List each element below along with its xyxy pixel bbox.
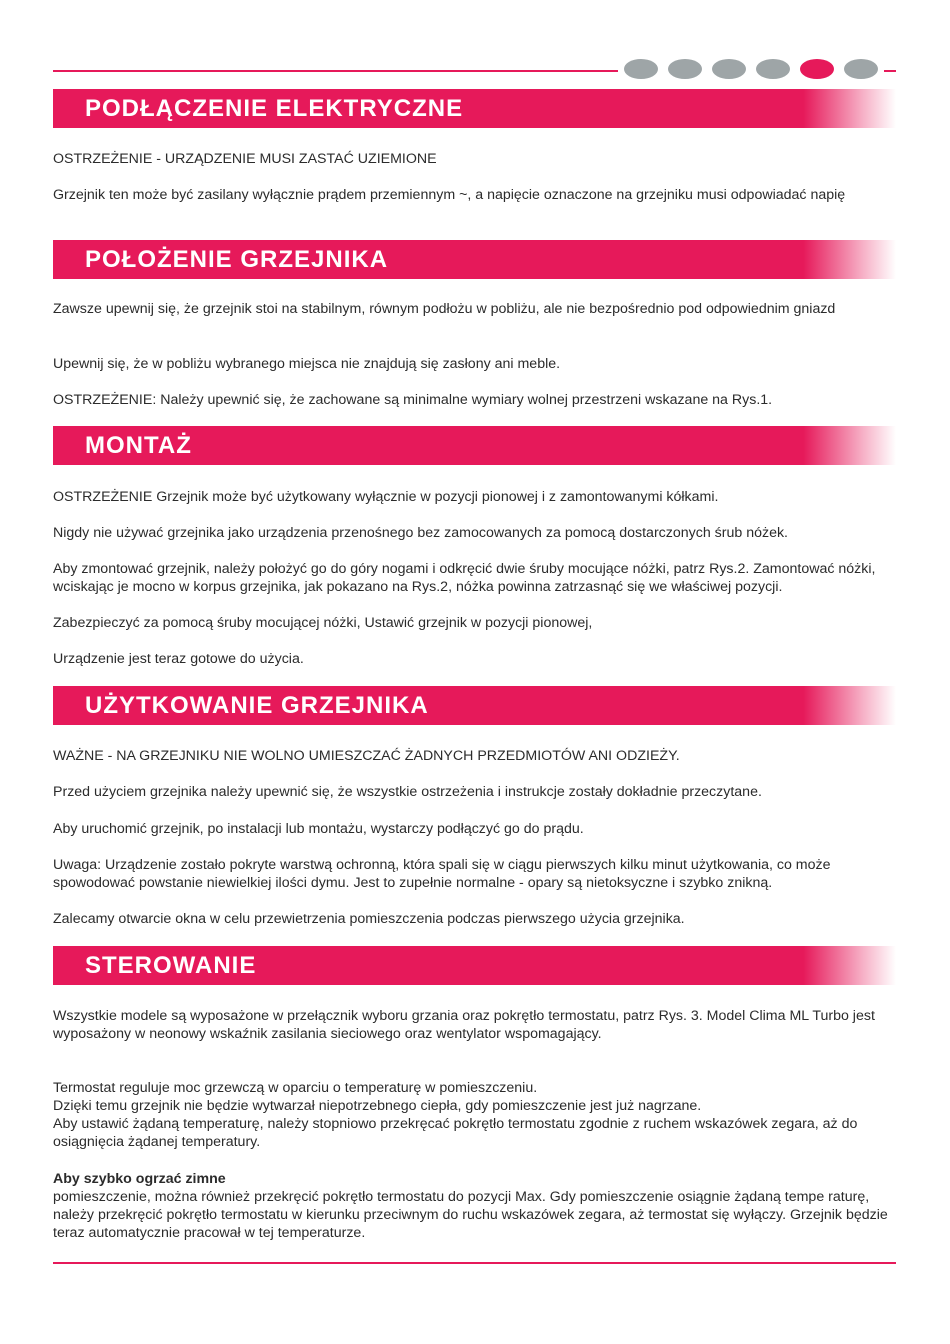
- page-dot: [712, 59, 746, 79]
- bold-lead-in: Aby szybko ogrzać zimne: [53, 1171, 226, 1187]
- paragraph: Aby zmontować grzejnik, należy położyć go do góry nogami i odkręcić dwie śruby mocujące nóżki, patrz Rys.2. Zamontować nóżki, wciskając je mocno w korpus grzejnika, jak pokazano na Rys.2, nóżka powinna zatrzasnąć się we właściwej pozycji.: [53, 561, 876, 595]
- page-dot: [756, 59, 790, 79]
- paragraph: Nigdy nie używać grzejnika jako urządzenia przenośnego bez zamocowanych za pomocą dostarczonych śrub nóżek.: [53, 525, 788, 541]
- section-header-controls: [53, 946, 896, 985]
- paragraph: OSTRZEŻENIE - URZĄDZENIE MUSI ZASTAĆ UZIEMIONE: [53, 151, 437, 167]
- paragraph: Aby uruchomić grzejnik, po instalacji lub montażu, wystarczy podłączyć go do prądu.: [53, 821, 584, 837]
- paragraph: Upewnij się, że w pobliżu wybranego miejsca nie znajdują się zasłony ani meble.: [53, 356, 561, 372]
- paragraph: OSTRZEŻENIE Grzejnik może być użytkowany wyłącznie w pozycji pionowej i z zamontowanymi kółkami.: [53, 489, 719, 505]
- section-title: POŁOŻENIE GRZEJNIKA: [85, 246, 389, 273]
- paragraph: Termostat reguluje moc grzewczą w oparciu o temperaturę w pomieszczeniu.: [53, 1080, 538, 1096]
- page-indicator: [618, 59, 884, 79]
- paragraph: Dzięki temu grzejnik nie będzie wytwarzał niepotrzebnego ciepła, gdy pomieszczenie jest już nagrzane.: [53, 1098, 702, 1114]
- paragraph: Urządzenie jest teraz gotowe do użycia.: [53, 651, 304, 667]
- section-header-assembly: [53, 426, 896, 465]
- section-header-usage: [53, 686, 896, 725]
- section-title: MONTAŻ: [85, 432, 192, 459]
- paragraph: Przed użyciem grzejnika należy upewnić się, że wszystkie ostrzeżenia i instrukcje zostały dokładnie przeczytane.: [53, 784, 762, 800]
- paragraph: Grzejnik ten może być zasilany wyłącznie prądem przemiennym ~, a napięcie oznaczone na grzejniku musi odpowiadać napię: [53, 187, 846, 203]
- page-dot: [844, 59, 878, 79]
- paragraph: pomieszczenie, można również przekręcić pokrętło termostatu do pozycji Max. Gdy pomieszczenie osiągnie żądaną tempe raturę, należy przekręcić pokrętło termostatu w kierunku przeciwnym do ruchu wskazówek zegara, aż termostat się wyłączy. Grzejnik będzie teraz automatycznie pracował w tej temperaturze.: [53, 1189, 888, 1241]
- page-dot: [624, 59, 658, 79]
- paragraph: Aby ustawić żądaną temperaturę, należy stopniowo przekręcać pokrętło termostatu zgodnie z ruchem wskazówek zegara, aż do osiągnięcia żądanej temperatury.: [53, 1116, 858, 1150]
- section-header-position: [53, 240, 896, 279]
- paragraph: Zawsze upewnij się, że grzejnik stoi na stabilnym, równym podłożu w pobliżu, ale nie bezpośrednio pod odpowiednim gniazd: [53, 301, 836, 317]
- bottom-divider: [53, 1262, 896, 1264]
- section-header-electrical: [53, 89, 896, 128]
- page-dot: [668, 59, 702, 79]
- section-title: UŻYTKOWANIE GRZEJNIKA: [85, 692, 429, 719]
- page-dot-current: [800, 59, 834, 79]
- paragraph: WAŻNE - NA GRZEJNIKU NIE WOLNO UMIESZCZAĆ ŻADNYCH PRZEDMIOTÓW ANI ODZIEŻY.: [53, 748, 680, 764]
- section-title: STEROWANIE: [85, 952, 257, 979]
- paragraph: Wszystkie modele są wyposażone w przełącznik wyboru grzania oraz pokrętło termostatu, patrz Rys. 3. Model Clima ML Turbo jest wyposażony w neonowy wskaźnik zasilania sieciowego oraz wentylator wspomagający.: [53, 1008, 875, 1042]
- section-title: PODŁĄCZENIE ELEKTRYCZNE: [85, 95, 464, 122]
- paragraph: Zalecamy otwarcie okna w celu przewietrzenia pomieszczenia podczas pierwszego użycia grzejnika.: [53, 911, 685, 927]
- paragraph: Uwaga: Urządzenie zostało pokryte warstwą ochronną, która spali się w ciągu pierwszych kilku minut użytkowania, co może spowodować powstanie niewielkiej ilości dymu. Jest to zupełnie normalne - opary są nietoksyczne i szybko znikną.: [53, 857, 831, 891]
- paragraph: Zabezpieczyć za pomocą śruby mocującej nóżki, Ustawić grzejnik w pozycji pionowej,: [53, 615, 593, 631]
- paragraph: OSTRZEŻENIE: Należy upewnić się, że zachowane są minimalne wymiary wolnej przestrzeni wskazane na Rys.1.: [53, 392, 773, 408]
